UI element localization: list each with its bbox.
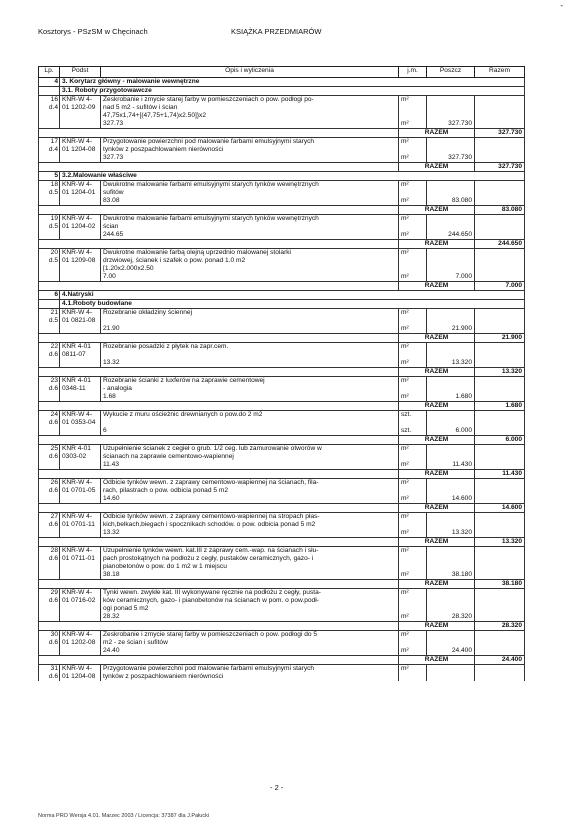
item-description: Uzupełnienie tynków wewn. kat.III z zaprawy cem.-wap. na ścianach i słu- pach prostokątnych na podłożu z cegły, pustaków ceramicznych, gazo- i pianobetonów o pow. do 1 m2 w 1 miejscu 38.18 — [101, 547, 399, 580]
item-basis: KNR 4-01 0303-02 — [60, 445, 101, 470]
item-row — [39, 547, 525, 580]
subtotal-label: RAZEM — [399, 129, 475, 138]
item-unit: m² m² — [399, 377, 427, 402]
subtotal-label: RAZEM — [399, 163, 475, 172]
item-total-empty — [475, 343, 525, 368]
item-description: Zeskrobanie i zmycie starej farby w pomieszczeniach o pow. podłogi po- nad 5 m2 - sufitów i ścian 47,75x1,74+[(47,75+1,74)x2.50]}x2 327.73 — [101, 96, 399, 129]
item-quantity: 11.430 — [427, 445, 475, 470]
item-unit: m² m² — [399, 181, 427, 206]
subtotal-spacer — [39, 470, 399, 479]
section-title: 4.Natryski — [60, 291, 525, 300]
subtotal-row — [39, 163, 525, 172]
item-unit: m² m² — [399, 249, 427, 282]
subtotal-label: RAZEM — [399, 436, 475, 445]
section-row — [39, 172, 525, 181]
item-number: 16 d.4 — [39, 96, 60, 129]
item-quantity: 244.650 — [427, 215, 475, 240]
item-basis: KNR-W 4- 01 1202-09 — [60, 96, 101, 129]
item-basis: KNR-W 4- 01 1209-08 — [60, 249, 101, 282]
item-quantity: 327.730 — [427, 96, 475, 129]
subtotal-value: 244.650 — [475, 240, 525, 249]
table-body — [39, 78, 525, 682]
item-number: 24 d.6 — [39, 411, 60, 436]
item-unit: m² m² — [399, 138, 427, 163]
item-basis: KNR-W 4- 01 1204-08 — [60, 665, 101, 682]
item-row — [39, 215, 525, 240]
item-description: Uzupełnienie ścianek z cegieł o grub. 1/2 ceg. lub zamurowanie otworów w ścianach na zaprawie cementowo-wapiennej 11.43 — [101, 445, 399, 470]
subtotal-value: 7.000 — [475, 282, 525, 291]
subtotal-row — [39, 436, 525, 445]
subtotal-spacer — [39, 282, 399, 291]
item-quantity: 13.320 — [427, 343, 475, 368]
column-header-total: Razem — [475, 67, 525, 78]
item-number: 20 d.5 — [39, 249, 60, 282]
item-unit: m² m² — [399, 96, 427, 129]
item-basis: KNR-W 4- 01 0701-05 — [60, 479, 101, 504]
subtotal-spacer — [39, 206, 399, 215]
subtotal-spacer — [39, 622, 399, 631]
subtotal-row — [39, 240, 525, 249]
item-row — [39, 309, 525, 334]
item-basis: KNR-W 4- 01 0353-04 — [60, 411, 101, 436]
item-number: 22 d.6 — [39, 343, 60, 368]
item-description: Przygotowanie powierzchni pod malowanie farbami emulsyjnymi starych tynków z poszpachlowaniem nierówności — [101, 665, 399, 682]
subtotal-spacer — [39, 163, 399, 172]
section-title: 3. Korytarz główny - malowanie wewnętrzne — [60, 78, 525, 87]
item-description: Przygotowanie powierzchni pod malowanie farbami emulsyjnymi starych tynków z poszpachlowaniem nierówności 327.73 — [101, 138, 399, 163]
item-row — [39, 445, 525, 470]
item-total-empty — [475, 631, 525, 656]
item-unit: m² m² — [399, 589, 427, 622]
table-header-row — [39, 67, 525, 78]
item-unit: m² — [399, 665, 427, 682]
page-number: - 2 - — [270, 783, 284, 792]
item-total-empty — [475, 479, 525, 504]
column-header-quantity: Poszcz — [427, 67, 475, 78]
subtotal-label: RAZEM — [399, 402, 475, 411]
item-row — [39, 181, 525, 206]
subtotal-row — [39, 580, 525, 589]
section-row — [39, 291, 525, 300]
item-row — [39, 479, 525, 504]
section-title: 4.1.Roboty budowlane — [60, 300, 525, 309]
subtotal-value: 327.730 — [475, 163, 525, 172]
item-number: 27 d.6 — [39, 513, 60, 538]
item-number: 23 d.6 — [39, 377, 60, 402]
subtotal-row — [39, 622, 525, 631]
section-number — [39, 87, 60, 96]
subtotal-row — [39, 368, 525, 377]
item-unit: m² m² — [399, 479, 427, 504]
subtotal-value: 1.680 — [475, 402, 525, 411]
item-basis: KNR-W 4- 01 0711-01 — [60, 547, 101, 580]
item-description: Rozebranie ścianki z luxferów na zaprawie cementowej - analogia 1.68 — [101, 377, 399, 402]
subtotal-row — [39, 129, 525, 138]
item-basis: KNR-W 4- 01 1204-08 — [60, 138, 101, 163]
subtotal-spacer — [39, 538, 399, 547]
item-quantity: 21.900 — [427, 309, 475, 334]
item-row — [39, 377, 525, 402]
subtotal-value: 6.000 — [475, 436, 525, 445]
corner-mark: - — [560, 1, 563, 10]
subtotal-spacer — [39, 436, 399, 445]
subtotal-value: 327.730 — [475, 129, 525, 138]
subtotal-label: RAZEM — [399, 622, 475, 631]
item-total-empty — [475, 547, 525, 580]
subtotal-spacer — [39, 334, 399, 343]
item-row — [39, 631, 525, 656]
subtotal-spacer — [39, 240, 399, 249]
subtotal-spacer — [39, 656, 399, 665]
subtotal-value: 13.320 — [475, 538, 525, 547]
item-total-empty — [475, 96, 525, 129]
item-description: Tynki wewn. zwykłe kat. III wykonywane ręcznie na podłożu z cegły, pusta- ków ceramicznych, gazo- i pianobetonów na ścianach w pom. o pow.podł- ogi ponad 5 m2 28.32 — [101, 589, 399, 622]
subtotal-row — [39, 504, 525, 513]
item-unit: m² m² — [399, 513, 427, 538]
item-total-empty — [475, 215, 525, 240]
item-number: 29 d.6 — [39, 589, 60, 622]
item-total-empty — [475, 589, 525, 622]
subtotal-label: RAZEM — [399, 504, 475, 513]
subtotal-row — [39, 538, 525, 547]
item-row — [39, 665, 525, 682]
subtotal-label: RAZEM — [399, 580, 475, 589]
item-total-empty — [475, 513, 525, 538]
subtotal-spacer — [39, 504, 399, 513]
item-basis: KNR-W 4- 01 1204-02 — [60, 215, 101, 240]
item-quantity — [427, 665, 475, 682]
item-unit: m² m² — [399, 547, 427, 580]
item-description: Dwukrotne malowanie farbami emulsyjnymi starych tynków wewnętrznych sufitów 83.08 — [101, 181, 399, 206]
item-number: 19 d.5 — [39, 215, 60, 240]
item-total-empty — [475, 181, 525, 206]
section-row — [39, 87, 525, 96]
item-basis: KNR-W 4- 01 0701-11 — [60, 513, 101, 538]
item-unit: szt. szt. — [399, 411, 427, 436]
item-unit: m² m² — [399, 343, 427, 368]
item-description: Odbicie tynków wewn. z zaprawy cementowo-wapiennej na stropach płas- kich,belkach,biegach i spocznikach schodów. o pow. odbicia ponad 5 m2 13.32 — [101, 513, 399, 538]
subtotal-value: 24.400 — [475, 656, 525, 665]
subtotal-label: RAZEM — [399, 656, 475, 665]
subtotal-spacer — [39, 580, 399, 589]
item-basis: KNR-W 4- 01 1202-08 — [60, 631, 101, 656]
item-number: 18 d.5 — [39, 181, 60, 206]
item-description: Wykucie z muru ościeżnic drewnianych o pow.do 2 m2 6 — [101, 411, 399, 436]
item-quantity: 327.730 — [427, 138, 475, 163]
subtotal-row — [39, 402, 525, 411]
subtotal-row — [39, 656, 525, 665]
column-header-lp: Lp. — [39, 67, 60, 78]
item-basis: KNR-W 4- 01 1204-01 — [60, 181, 101, 206]
item-total-empty — [475, 249, 525, 282]
subtotal-value: 13.320 — [475, 368, 525, 377]
column-header-description: Opis i wyliczenia — [101, 67, 399, 78]
item-number: 28 d.6 — [39, 547, 60, 580]
section-row — [39, 78, 525, 87]
item-number: 17 d.4 — [39, 138, 60, 163]
item-quantity: 1.680 — [427, 377, 475, 402]
item-quantity: 14.600 — [427, 479, 475, 504]
item-row — [39, 411, 525, 436]
section-row — [39, 300, 525, 309]
item-basis: KNR-W 4- 01 0716-02 — [60, 589, 101, 622]
section-number: 6 — [39, 291, 60, 300]
item-quantity: 83.080 — [427, 181, 475, 206]
item-basis: KNR 4-01 0811-07 — [60, 343, 101, 368]
measurement-table — [38, 66, 525, 681]
footer-license: Norma PRO Wersja 4.01. Marzec 2003 / Licencja: 37387 dla J.Pałucki — [38, 813, 210, 819]
item-description: Zeskrobanie i zmycie starej farby w pomieszczeniach o pow. podłogi do 5 m2 - ze ścian i sufitów 24.40 — [101, 631, 399, 656]
subtotal-spacer — [39, 129, 399, 138]
subtotal-label: RAZEM — [399, 206, 475, 215]
item-unit: m² m² — [399, 309, 427, 334]
section-title: 3.1. Roboty przygotowawcze — [60, 87, 525, 96]
subtotal-row — [39, 470, 525, 479]
item-row — [39, 138, 525, 163]
subtotal-label: RAZEM — [399, 282, 475, 291]
item-number: 30 d.6 — [39, 631, 60, 656]
subtotal-label: RAZEM — [399, 538, 475, 547]
item-row — [39, 249, 525, 282]
subtotal-label: RAZEM — [399, 240, 475, 249]
section-number: 5 — [39, 172, 60, 181]
item-total-empty — [475, 309, 525, 334]
item-quantity: 38.180 — [427, 547, 475, 580]
item-unit: m² m² — [399, 215, 427, 240]
subtotal-value: 11.430 — [475, 470, 525, 479]
item-quantity: 24.400 — [427, 631, 475, 656]
subtotal-value: 83.080 — [475, 206, 525, 215]
header-left-title: Kosztorys - PSzSM w Chęcinach — [38, 27, 148, 36]
item-total-empty — [475, 138, 525, 163]
item-total-empty — [475, 445, 525, 470]
section-number: 4 — [39, 78, 60, 87]
item-quantity: 28.320 — [427, 589, 475, 622]
item-description: Dwukrotne malowanie farbami emulsyjnymi starych tynków wewnętrznych ścian 244.65 — [101, 215, 399, 240]
item-row — [39, 96, 525, 129]
item-description: Dwukrotne malowanie farbą olejną uprzednio malowanej stolarki drzwiowej, ścianek i szafek o pow. ponad 1.0 m2 [1.20x2.000x2.50 7.00 — [101, 249, 399, 282]
item-unit: m² m² — [399, 631, 427, 656]
item-description: Rozebranie posadzki z płytek na zapr.cem. 13.32 — [101, 343, 399, 368]
item-description: Rozebranie okładziny ściennej 21.90 — [101, 309, 399, 334]
item-quantity: 7.000 — [427, 249, 475, 282]
subtotal-label: RAZEM — [399, 368, 475, 377]
subtotal-row — [39, 206, 525, 215]
section-title: 3.2.Malowanie właściwe — [60, 172, 525, 181]
item-number: 31 d.6 — [39, 665, 60, 682]
item-row — [39, 589, 525, 622]
subtotal-label: RAZEM — [399, 334, 475, 343]
item-unit: m² m² — [399, 445, 427, 470]
item-number: 26 d.6 — [39, 479, 60, 504]
subtotal-value: 14.600 — [475, 504, 525, 513]
item-description: Odbicie tynków wewn. z zaprawy cementowo-wapiennej na ścianach, fila- rach, pilastrach o pow. odbicia ponad 5 m2 14.60 — [101, 479, 399, 504]
item-basis: KNR-W 4- 01 0821-08 — [60, 309, 101, 334]
item-number: 25 d.6 — [39, 445, 60, 470]
item-quantity: 13.320 — [427, 513, 475, 538]
header-document-title: KSIĄŻKA PRZEDMIARÓW — [231, 27, 322, 36]
column-header-unit: j.m. — [399, 67, 427, 78]
subtotal-row — [39, 334, 525, 343]
subtotal-row — [39, 282, 525, 291]
column-header-basis: Podst — [60, 67, 101, 78]
subtotal-label: RAZEM — [399, 470, 475, 479]
subtotal-value: 38.180 — [475, 580, 525, 589]
item-quantity: 6.000 — [427, 411, 475, 436]
subtotal-value: 28.320 — [475, 622, 525, 631]
item-total-empty — [475, 377, 525, 402]
item-row — [39, 513, 525, 538]
item-row — [39, 343, 525, 368]
subtotal-spacer — [39, 368, 399, 377]
item-total-empty — [475, 411, 525, 436]
section-number — [39, 300, 60, 309]
subtotal-value: 21.900 — [475, 334, 525, 343]
item-number: 21 d.5 — [39, 309, 60, 334]
subtotal-spacer — [39, 402, 399, 411]
item-total-empty — [475, 665, 525, 682]
item-basis: KNR 4-01 0348-11 — [60, 377, 101, 402]
